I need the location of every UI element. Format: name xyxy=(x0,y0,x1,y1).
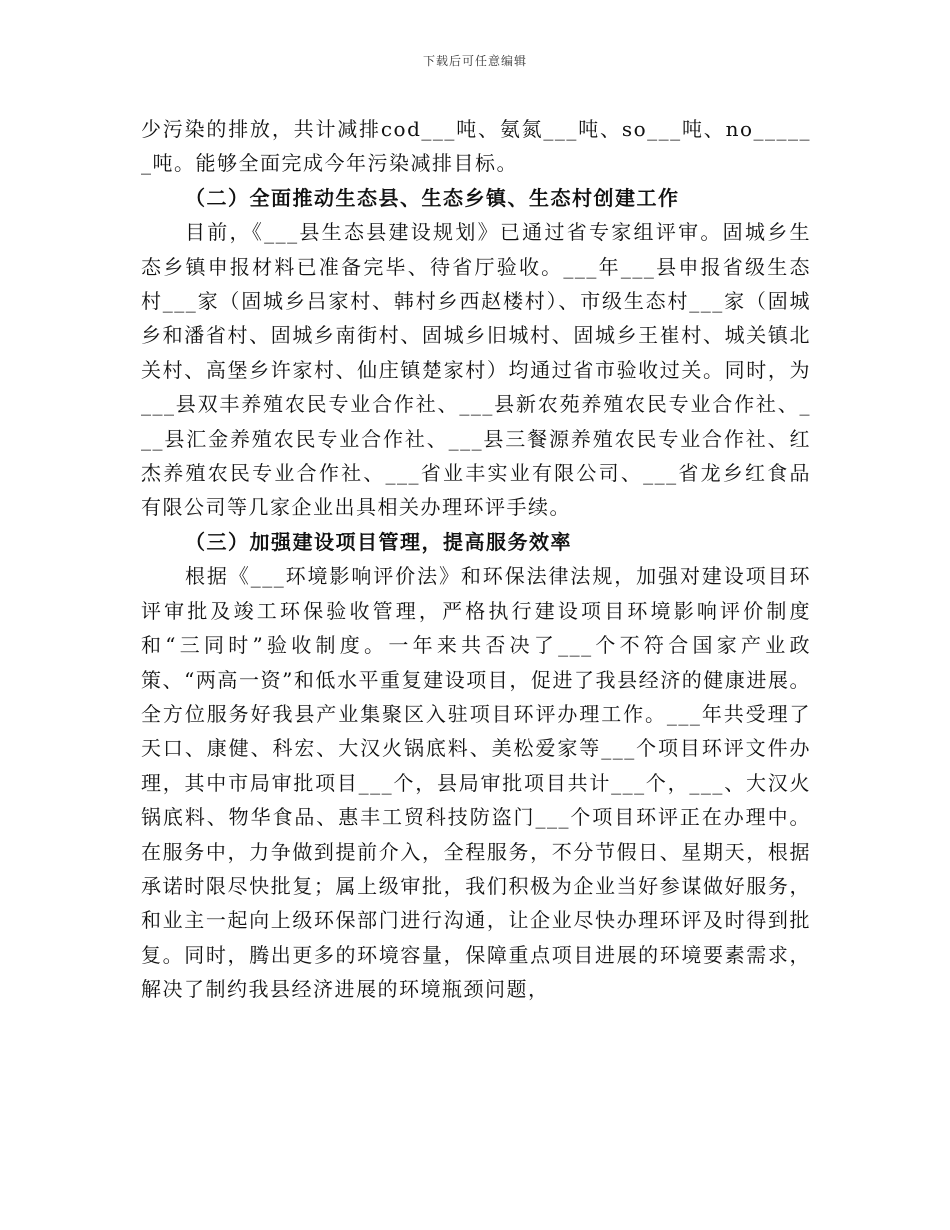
paragraph-project-management: 根据《___环境影响评价法》和环保法律法规，加强对建设项目环评审批及竣工环保验收管理，严格执行建设项目环境影响评价制度和“三同时”验收制度。一年来共否决了___个不符合国家产业政策、“两高一资”和低水平重复建设项目，促进了我县经济的健康进展。全方位服务好我县产业集聚区入驻项目环评办理工作。___年共受理了天口、康健、科宏、大汉火锅底料、美松爱家等___个项目环评文件办理，其中市局审批项目___个，县局审批项目共计___个，___、大汉火锅底料、物华食品、惠丰工贸科技防盗门___个项目环评正在办理中。在服务中，力争做到提前介入，全程服务，不分节假日、星期天，根据承诺时限尽快批复；属上级审批，我们积极为企业当好参谋做好服务，和业主一起向上级环保部门进行沟通，让企业尽快办理环评及时得到批复。同时，腾出更多的环境容量，保障重点项目进展的环境要素需求，解决了制约我县经济进展的环境瓶颈问题， xyxy=(141,564,811,1002)
section-heading-project-management: （三）加强建设项目管理，提高服务效率 xyxy=(185,529,572,554)
paragraph-ecological-creation: 目前，《___县生态县建设规划》已通过省专家组评审。固城乡生态乡镇申报材料已准备完毕、待省厅验收。___年___县申报省级生态村___家（固城乡吕家村、韩村乡西赵楼村）、市级生态村___家（固城乡和潘省村、固城乡南街村、固城乡旧城村、固城乡王崔村、城关镇北关村、高堡乡许家村、仙庄镇楚家村）均通过省市验收过关。同时，为___县双丰养殖农民专业合作社、___县新农苑养殖农民专业合作社、___县汇金养殖农民专业合作社、___县三餐源养殖农民专业合作社、红杰养殖农民专业合作社、___省业丰实业有限公司、___省龙乡红食品有限公司等几家企业出具相关办理环评手续。 xyxy=(141,220,811,520)
section-heading-ecological-creation: （二）全面推动生态县、生态乡镇、生态村创建工作 xyxy=(185,185,680,210)
page-header-note: 下载后可任意编辑 xyxy=(422,54,527,68)
document-body xyxy=(141,112,811,1007)
paragraph-emission-reduction: 少污染的排放，共计减排cod___吨、氨氮___吨、so___吨、no______吨。能够全面完成今年污染减排目标。 xyxy=(141,117,811,176)
